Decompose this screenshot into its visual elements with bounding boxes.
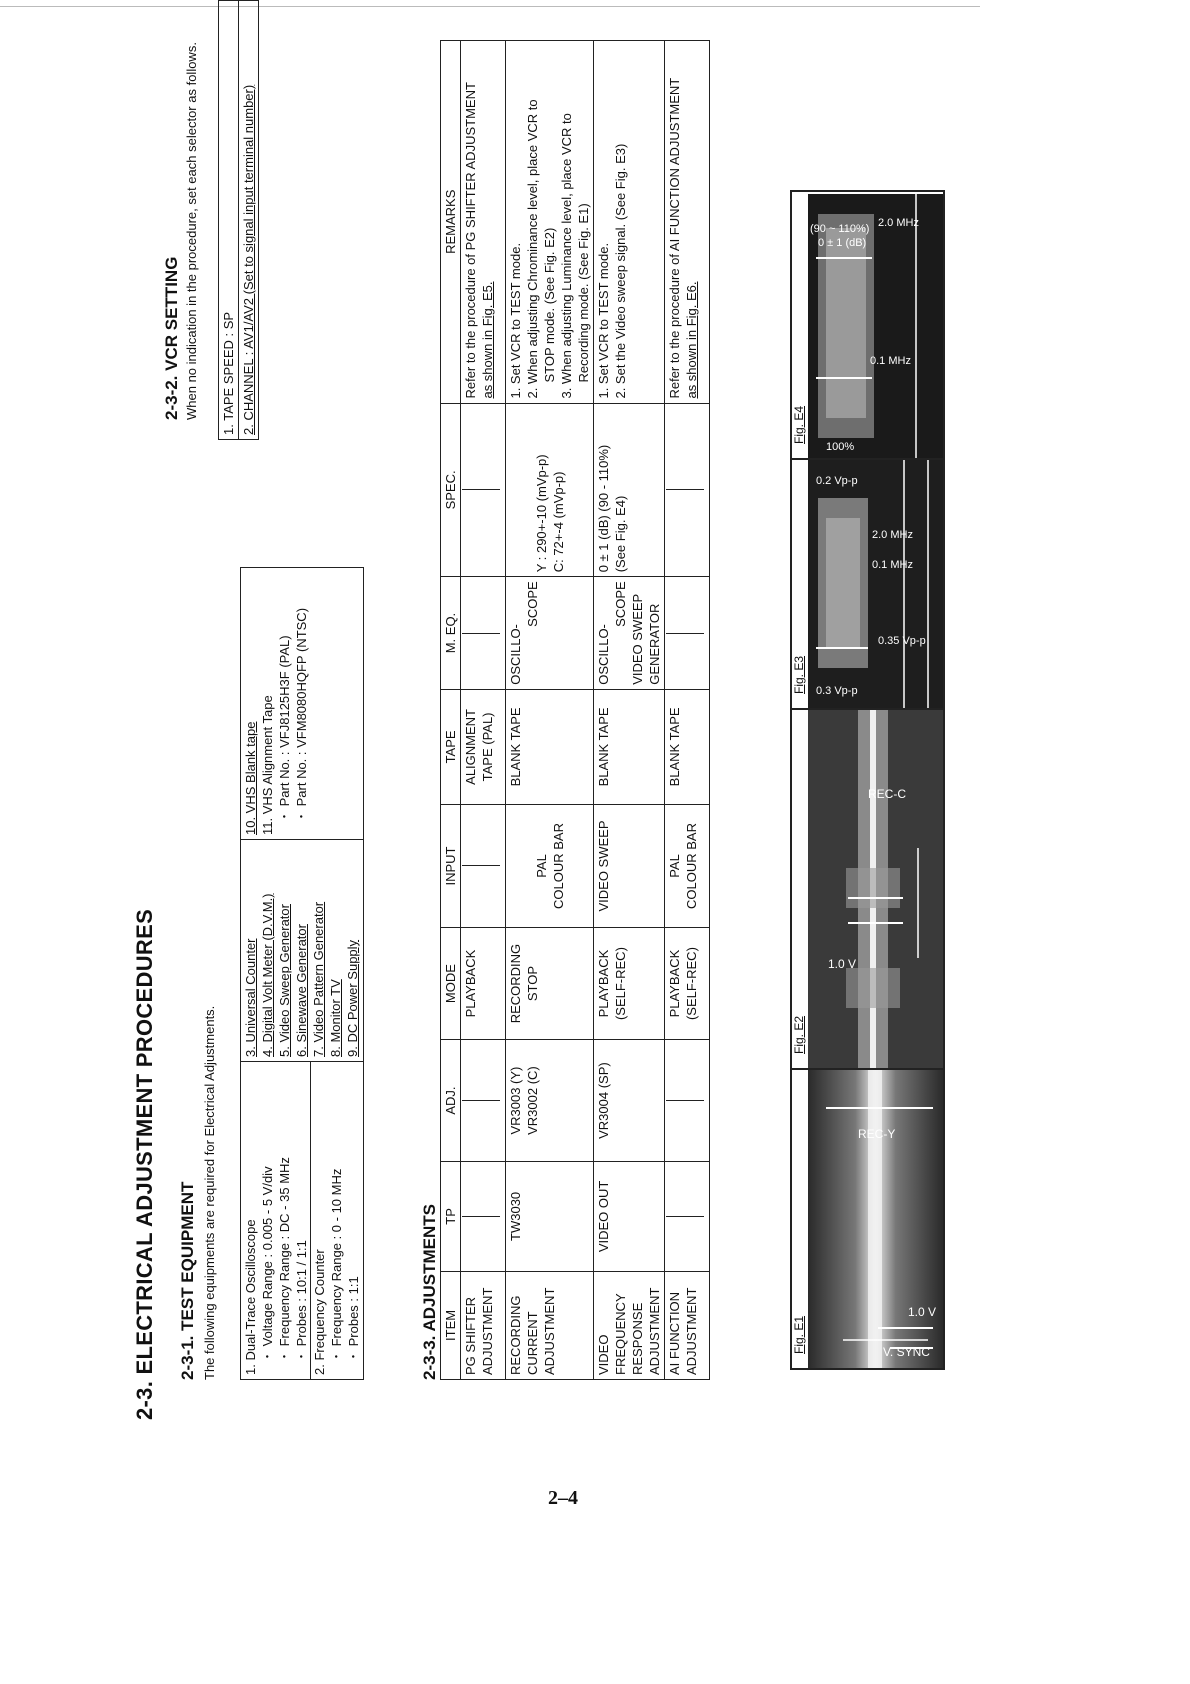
- cell-adj: [594, 1040, 665, 1162]
- cell-spec: [594, 403, 665, 577]
- figure-label: Fig. E1: [792, 1315, 806, 1354]
- figure-label: Fig. E3: [792, 655, 806, 694]
- equipment-col2: [241, 840, 364, 1062]
- equipment-subitem: ・ Part No. : VFM8080HQFP (NTSC): [294, 607, 309, 823]
- cell-input-empty: [461, 805, 506, 928]
- table-row: [594, 41, 665, 1380]
- cell-line: VR3003 (Y): [508, 1066, 523, 1135]
- cell-line: CURRENT: [525, 1311, 540, 1375]
- label-0-1mhz: 0.1 MHz: [870, 355, 911, 367]
- equipment-item: 3. Universal Counter: [243, 938, 258, 1057]
- label-0-2vpp: 0.2 Vp-p: [816, 475, 858, 487]
- column-header: MODE: [441, 927, 461, 1039]
- cell-spec: [506, 403, 594, 577]
- cell-line: (SELF-REC): [684, 947, 699, 1021]
- cell-meq: [506, 577, 594, 690]
- label-scale: 1.0 V: [828, 957, 857, 971]
- vcr-setting-title: 2-3-2. VCR SETTING: [162, 256, 181, 420]
- equipment-subitem: ・ Frequency Range : 0 - 10 MHz: [329, 1168, 344, 1363]
- oscilloscope-image-e4: [808, 192, 943, 458]
- cell-line: as shown in Fig. E5.: [480, 281, 495, 399]
- column-header: TP: [441, 1161, 461, 1271]
- adjustments-table: [440, 40, 710, 1380]
- cell-line: GENERATOR: [647, 603, 662, 685]
- adjustments-title: 2-3-3. ADJUSTMENTS: [420, 1203, 439, 1380]
- rotated-page-content: [120, 0, 960, 1500]
- equipment-item: 5. Video Sweep Generator: [277, 904, 292, 1057]
- cell-line: 1. Set VCR to TEST mode.: [596, 242, 611, 399]
- cell-line: Recording mode. (See Fig. E1): [576, 203, 591, 383]
- cell-line: ADJUSTMENT: [542, 1287, 557, 1375]
- vcr-setting-intro: When no indication in the procedure, set each selector as follows.: [184, 42, 199, 420]
- cell-line: PLAYBACK: [463, 949, 478, 1018]
- cell-line: OSCILLO-: [508, 624, 523, 685]
- cell-line: as shown in Fig. E6.: [684, 281, 699, 399]
- cell-line: (SELF-REC): [613, 947, 628, 1021]
- cell-item: [506, 1271, 594, 1379]
- equipment-subitem: ・ Voltage Range : 0.005 - 5 V/div: [260, 1166, 275, 1363]
- cell-tp: TW3030: [506, 1161, 594, 1271]
- label-2-0mhz: 2.0 MHz: [872, 529, 913, 541]
- cell-tp-empty: [461, 1161, 506, 1271]
- equipment-table: [240, 567, 364, 1380]
- cell-mode: [594, 927, 665, 1039]
- label-db-range: 0 ± 1 (dB): [818, 237, 867, 249]
- cell-tape: [506, 689, 594, 804]
- vcr-setting-table: [218, 0, 259, 440]
- equipment-item: 2. Frequency Counter: [312, 1249, 327, 1375]
- cell-line: C: 72+-4 (mVp-p): [550, 471, 566, 573]
- cell-line: STOP mode. (See Fig. E2): [542, 227, 557, 383]
- equipment-item: 6. Sinewave Generator: [294, 924, 309, 1057]
- label-100-percent: 100%: [826, 441, 855, 453]
- section-title: 2-3. ELECTRICAL ADJUSTMENT PROCEDURES: [132, 908, 157, 1420]
- equipment-item: 11. VHS Alignment Tape: [260, 695, 275, 835]
- vcr-setting-item: 2. CHANNEL : AV1/AV2 (Set to signal input terminal number): [239, 1, 259, 440]
- cell-line: COLOUR BAR: [684, 823, 699, 909]
- cell-meq: [594, 577, 665, 690]
- table-row: [506, 41, 594, 1380]
- column-header: TAPE: [441, 689, 461, 804]
- cell-item: [665, 1271, 710, 1379]
- cell-line: SCOPE: [613, 581, 628, 627]
- cell-line: 2. Set the Video sweep signal. (See Fig. E3): [613, 143, 628, 399]
- label-2-0mhz: 2.0 MHz: [878, 217, 919, 229]
- figure-e2: [792, 708, 943, 1068]
- label-v-sync: V. SYNC: [883, 1345, 930, 1359]
- cell-line: FREQUENCY: [613, 1293, 628, 1375]
- equipment-item: 9. DC Power Supply: [345, 939, 360, 1057]
- label-0-3vpp: 0.3 Vp-p: [816, 685, 858, 697]
- label-0-35vpp: 0.35 Vp-p: [878, 635, 926, 647]
- cell-item: [461, 1271, 506, 1379]
- oscilloscope-image-e2: [808, 710, 943, 1068]
- cell-line: (See Fig. E4): [613, 495, 628, 573]
- cell-remarks: [506, 41, 594, 404]
- cell-line: TAPE (PAL): [480, 712, 495, 782]
- cell-line: Refer to the procedure of PG SHIFTER ADJUSTMENT: [463, 82, 478, 399]
- cell-tape: [665, 689, 710, 804]
- figure-label: Fig. E4: [792, 405, 806, 444]
- equipment-subitem: ・ Probes : 1:1: [346, 1276, 361, 1363]
- cell-line: COLOUR BAR: [550, 823, 566, 909]
- cell-line: PLAYBACK: [596, 949, 611, 1018]
- equipment-subitem: ・ Probes : 10:1 / 1:1: [294, 1240, 309, 1363]
- equipment-subitem: ・ Part No. : VFJ8125H3F (PAL): [277, 635, 292, 823]
- equipment-col3: [241, 568, 364, 840]
- cell-line: ADJUSTMENT: [684, 1287, 699, 1375]
- cell-tp: VIDEO OUT: [594, 1161, 665, 1271]
- cell-adj: [506, 1040, 594, 1162]
- cell-tape: [461, 689, 506, 804]
- equipment-item: 4. Digital Volt Meter (D.V.M.): [260, 893, 275, 1057]
- cell-remarks: [594, 41, 665, 404]
- cell-line: 3. When adjusting Luminance level, place VCR to: [559, 113, 574, 399]
- cell-line: OSCILLO-: [596, 624, 611, 685]
- equipment-item: 1. Dual-Trace Oscilloscope: [243, 1219, 258, 1375]
- cell-tape: [594, 689, 665, 804]
- equipment-col1: [241, 1062, 364, 1380]
- figure-strip: [790, 190, 945, 1370]
- figure-label: Fig. E2: [792, 1015, 806, 1054]
- cell-input: [594, 805, 665, 928]
- cell-line: 1. Set VCR to TEST mode.: [508, 242, 523, 399]
- oscilloscope-image-e3: [808, 460, 943, 708]
- equipment-subitem: ・ Frequency Range : DC - 35 MHz: [277, 1157, 292, 1363]
- cell-line: VR3004 (SP): [596, 1062, 611, 1139]
- cell-line: ALIGNMENT: [463, 709, 478, 785]
- figure-e3: [792, 458, 943, 708]
- cell-line: VR3002 (C): [525, 1066, 540, 1135]
- cell-line: ADJUSTMENT: [647, 1287, 662, 1375]
- cell-line: RECORDING: [508, 943, 523, 1024]
- cell-line: PAL: [533, 854, 549, 878]
- page-number: 2–4: [548, 1487, 578, 1509]
- label-0-1mhz: 0.1 MHz: [872, 559, 913, 571]
- cell-meq-empty: [461, 577, 506, 690]
- cell-line: PG SHIFTER: [463, 1296, 478, 1375]
- cell-line: 2. When adjusting Chrominance level, place VCR to: [525, 99, 540, 399]
- vcr-setting-item: 1. TAPE SPEED : SP: [219, 1, 239, 440]
- cell-input: [665, 805, 710, 928]
- cell-line: ADJUSTMENT: [480, 1287, 495, 1375]
- oscilloscope-image-e1: [808, 1070, 943, 1368]
- label-rec-y: REC-Y: [858, 1127, 896, 1141]
- cell-line: AI FUNCTION: [667, 1291, 682, 1375]
- table-row: [461, 41, 506, 1380]
- table-header-row: [441, 41, 461, 1380]
- column-header: ADJ.: [441, 1040, 461, 1162]
- figure-e1: [792, 1068, 943, 1368]
- cell-input: [506, 805, 594, 928]
- cell-line: BLANK TAPE: [667, 707, 682, 787]
- column-header: ITEM: [441, 1271, 461, 1379]
- figure-e4: [792, 192, 943, 458]
- cell-line: STOP: [525, 965, 540, 1002]
- cell-line: SCOPE: [525, 581, 540, 627]
- cell-tp-empty: [665, 1161, 710, 1271]
- equipment-item: 10. VHS Blank tape: [243, 721, 258, 835]
- cell-line: BLANK TAPE: [508, 707, 523, 787]
- label-scale: 1.0 V: [908, 1305, 937, 1319]
- cell-adj-empty: [461, 1040, 506, 1162]
- column-header: INPUT: [441, 805, 461, 928]
- column-header: REMARKS: [441, 41, 461, 404]
- equipment-item: 7. Video Pattern Generator: [311, 901, 326, 1057]
- column-header: SPEC.: [441, 403, 461, 577]
- cell-line: Y : 290+-10 (mVp-p): [533, 454, 549, 573]
- cell-line: RECORDING: [508, 1295, 523, 1375]
- cell-adj-empty: [665, 1040, 710, 1162]
- equipment-item: 8. Monitor TV: [328, 979, 343, 1057]
- label-rec-c: REC-C: [868, 787, 906, 801]
- table-row: [665, 41, 710, 1380]
- cell-spec-empty: [461, 403, 506, 577]
- cell-line: VIDEO SWEEP: [630, 593, 645, 685]
- cell-line: RESPONSE: [630, 1302, 645, 1375]
- cell-mode: [461, 927, 506, 1039]
- cell-meq-empty: [665, 577, 710, 690]
- cell-line: VIDEO: [596, 1334, 611, 1375]
- cell-line: VIDEO SWEEP: [596, 820, 611, 912]
- cell-mode: [665, 927, 710, 1039]
- cell-spec-empty: [665, 403, 710, 577]
- cell-remarks: [665, 41, 710, 404]
- test-equipment-intro: The following equipments are required for Electrical Adjustments.: [202, 1005, 217, 1380]
- cell-line: PAL: [667, 854, 682, 878]
- cell-remarks: [461, 41, 506, 404]
- column-header: M. EQ.: [441, 577, 461, 690]
- test-equipment-title: 2-3-1. TEST EQUIPMENT: [178, 1181, 197, 1380]
- label-percent-range: (90 ~ 110%): [810, 223, 870, 235]
- cell-line: BLANK TAPE: [596, 707, 611, 787]
- cell-line: Refer to the procedure of AI FUNCTION ADJUSTMENT: [667, 77, 682, 399]
- cell-line: PLAYBACK: [667, 949, 682, 1018]
- cell-line: 0 ± 1 (dB) (90 - 110%): [596, 444, 611, 573]
- cell-item: [594, 1271, 665, 1379]
- cell-mode: [506, 927, 594, 1039]
